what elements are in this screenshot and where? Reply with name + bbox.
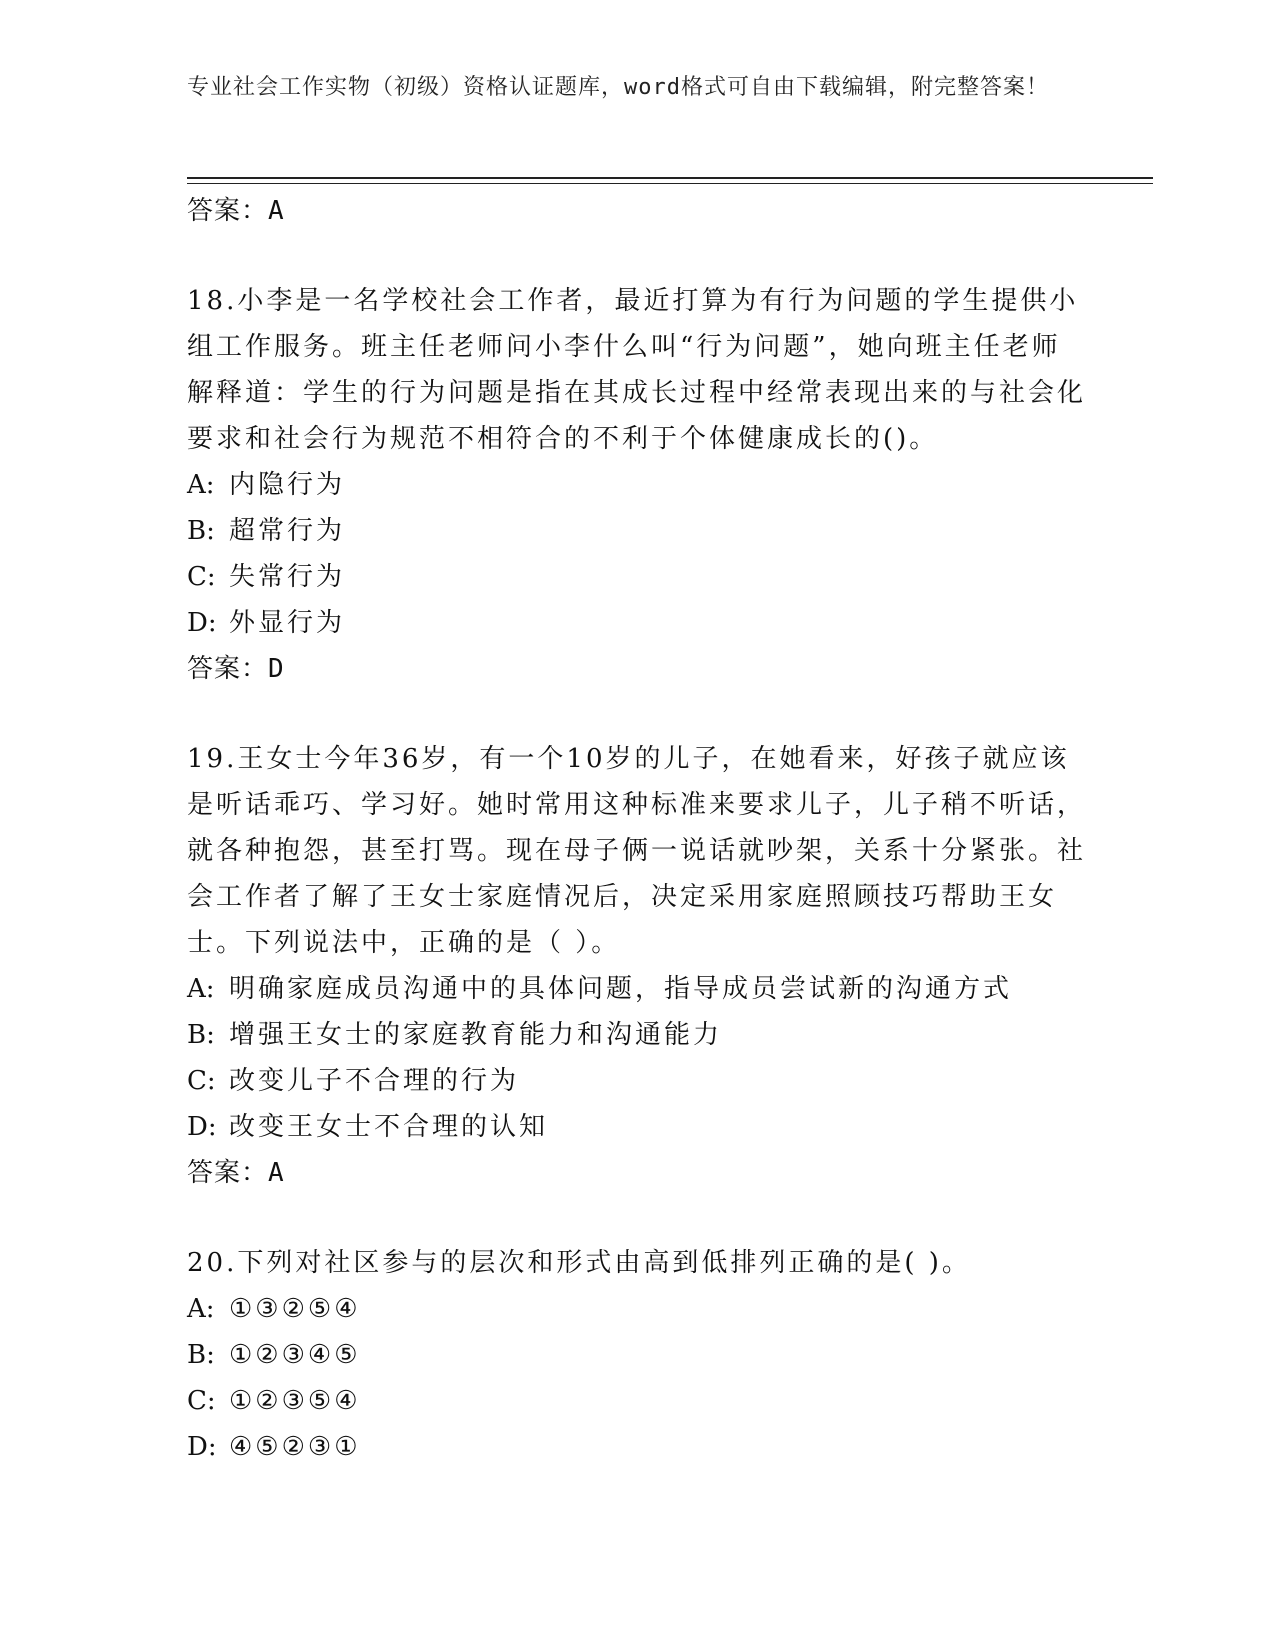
option-letter: D: (187, 1432, 217, 1462)
option-c (187, 1058, 1087, 1104)
option-c (187, 1378, 1087, 1424)
option-text: 失常行为 (229, 562, 346, 592)
question-18 (187, 278, 1087, 692)
option-letter: C: (187, 562, 216, 592)
option-b (187, 508, 1087, 554)
option-letter: A: (187, 974, 215, 1004)
option-c (187, 554, 1087, 600)
option-text: ①②③④⑤ (229, 1340, 361, 1370)
header-rule-thin (187, 183, 1153, 184)
option-text: 改变儿子不合理的行为 (229, 1066, 520, 1096)
option-d (187, 600, 1087, 646)
document-body (187, 188, 1087, 1470)
option-letter: D: (187, 1112, 217, 1142)
spacer (187, 234, 1087, 278)
option-letter: B: (187, 1020, 215, 1050)
header-rule-thick (187, 177, 1153, 179)
previous-answer: 答案：A (187, 196, 285, 226)
option-letter: A: (187, 1294, 215, 1324)
question-stem: 19.王女士今年36岁，有一个10岁的儿子，在她看来，好孩子就应该是听话乖巧、学习好。她时常用这种标准来要求儿子，儿子稍不听话，就各种抱怨，甚至打骂。现在母子俩一说话就吵架，关系十分紧张。社会工作者了解了王女士家庭情况后，决定采用家庭照顾技巧帮助王女士。下列说法中，正确的是（ ）。 (187, 744, 1087, 958)
option-b (187, 1332, 1087, 1378)
question-answer: 答案：A (187, 1158, 285, 1188)
option-text: ④⑤②③① (229, 1432, 361, 1462)
option-letter: A: (187, 470, 215, 500)
option-text: 增强王女士的家庭教育能力和沟通能力 (229, 1020, 723, 1050)
option-a (187, 966, 1087, 1012)
option-text: 内隐行为 (229, 470, 346, 500)
option-letter: B: (187, 1340, 215, 1370)
option-letter: D: (187, 608, 217, 638)
option-b (187, 1012, 1087, 1058)
question-stem: 20.下列对社区参与的层次和形式由高到低排列正确的是( )。 (187, 1248, 971, 1278)
option-text: 明确家庭成员沟通中的具体问题，指导成员尝试新的沟通方式 (229, 974, 1013, 1004)
option-d (187, 1424, 1087, 1470)
spacer (187, 1196, 1087, 1240)
option-text: ①③②⑤④ (229, 1294, 361, 1324)
option-text: 改变王女士不合理的认知 (229, 1112, 549, 1142)
option-letter: B: (187, 516, 215, 546)
question-19 (187, 736, 1087, 1196)
option-text: 外显行为 (229, 608, 346, 638)
option-a (187, 462, 1087, 508)
option-letter: C: (187, 1066, 216, 1096)
question-stem: 18.小李是一名学校社会工作者，最近打算为有行为问题的学生提供小组工作服务。班主任老师问小李什么叫“行为问题”，她向班主任老师解释道：学生的行为问题是指在其成长过程中经常表现出来的与社会化要求和社会行为规范不相符合的不利于个体健康成长的()。 (187, 286, 1087, 454)
option-text: ①②③⑤④ (229, 1386, 361, 1416)
option-d (187, 1104, 1087, 1150)
document-header: 专业社会工作实物（初级）资格认证题库，word格式可自由下载编辑，附完整答案！ (187, 75, 1049, 100)
question-20 (187, 1240, 1087, 1470)
option-text: 超常行为 (229, 516, 346, 546)
spacer (187, 692, 1087, 736)
option-a (187, 1286, 1087, 1332)
option-letter: C: (187, 1386, 216, 1416)
question-answer: 答案：D (187, 654, 285, 684)
